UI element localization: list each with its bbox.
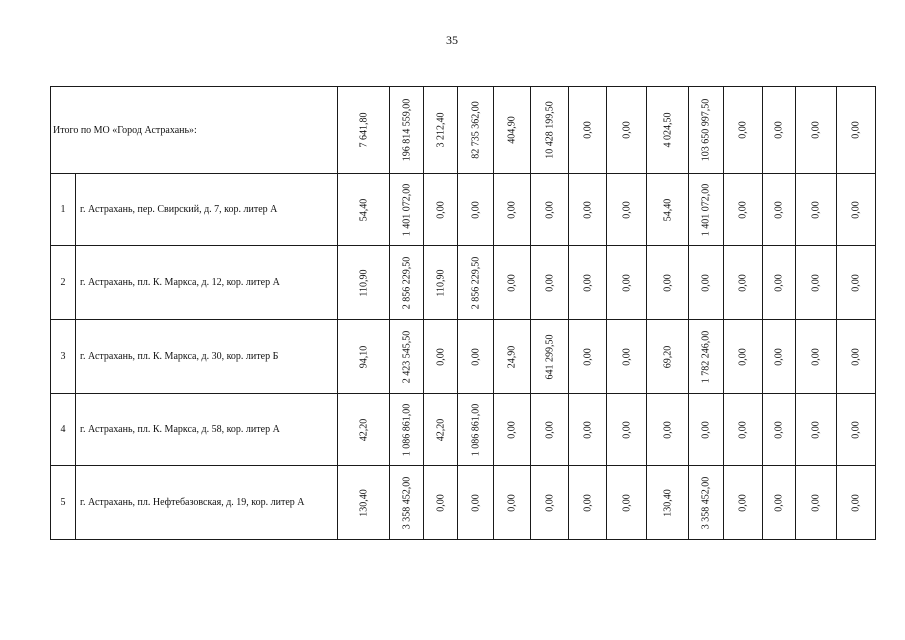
row-value: 0,00 bbox=[607, 320, 647, 394]
row-value: 0,00 bbox=[724, 174, 763, 246]
row-value: 0,00 bbox=[763, 174, 796, 246]
row-value: 2 856 229,50 bbox=[458, 246, 494, 320]
row-value: 0,00 bbox=[531, 246, 569, 320]
table-row bbox=[51, 320, 876, 394]
table-row bbox=[51, 394, 876, 466]
row-value: 24,90 bbox=[494, 320, 531, 394]
row-value: 0,00 bbox=[607, 246, 647, 320]
row-value: 0,00 bbox=[796, 394, 837, 466]
row-value: 0,00 bbox=[724, 394, 763, 466]
row-address: г. Астрахань, пл. К. Маркса, д. 12, кор. литер А bbox=[76, 246, 338, 320]
row-value: 0,00 bbox=[837, 174, 876, 246]
row-value: 0,00 bbox=[458, 174, 494, 246]
row-value: 0,00 bbox=[531, 466, 569, 540]
row-value: 0,00 bbox=[647, 246, 689, 320]
row-value: 0,00 bbox=[837, 466, 876, 540]
row-value: 1 401 072,00 bbox=[689, 174, 724, 246]
row-value: 641 299,50 bbox=[531, 320, 569, 394]
row-value: 54,40 bbox=[338, 174, 390, 246]
total-value: 0,00 bbox=[763, 87, 796, 174]
row-value: 0,00 bbox=[531, 174, 569, 246]
row-value: 0,00 bbox=[796, 174, 837, 246]
row-value: 0,00 bbox=[796, 320, 837, 394]
row-value: 130,40 bbox=[338, 466, 390, 540]
row-value: 1 782 246,00 bbox=[689, 320, 724, 394]
row-value: 3 358 452,00 bbox=[689, 466, 724, 540]
total-value: 10 428 199,50 bbox=[531, 87, 569, 174]
total-value: 7 641,80 bbox=[338, 87, 390, 174]
row-value: 0,00 bbox=[724, 466, 763, 540]
row-number: 4 bbox=[51, 394, 76, 466]
row-value: 0,00 bbox=[458, 466, 494, 540]
total-value: 404,90 bbox=[494, 87, 531, 174]
total-label: Итого по МО «Город Астрахань»: bbox=[51, 87, 338, 174]
total-value: 0,00 bbox=[837, 87, 876, 174]
row-value: 0,00 bbox=[796, 466, 837, 540]
total-value: 82 735 362,00 bbox=[458, 87, 494, 174]
row-value: 0,00 bbox=[569, 394, 607, 466]
row-value: 0,00 bbox=[647, 394, 689, 466]
row-value: 110,90 bbox=[338, 246, 390, 320]
row-value: 130,40 bbox=[647, 466, 689, 540]
row-value: 42,20 bbox=[338, 394, 390, 466]
row-value: 0,00 bbox=[531, 394, 569, 466]
row-value: 0,00 bbox=[763, 466, 796, 540]
row-value: 0,00 bbox=[837, 320, 876, 394]
table-row bbox=[51, 246, 876, 320]
row-address: г. Астрахань, пл. К. Маркса, д. 30, кор. литер Б bbox=[76, 320, 338, 394]
row-number: 1 bbox=[51, 174, 76, 246]
row-value: 69,20 bbox=[647, 320, 689, 394]
row-number: 2 bbox=[51, 246, 76, 320]
row-value: 42,20 bbox=[424, 394, 458, 466]
row-value: 0,00 bbox=[424, 174, 458, 246]
page-number: 35 bbox=[446, 33, 458, 47]
row-value: 0,00 bbox=[569, 246, 607, 320]
row-value: 0,00 bbox=[494, 394, 531, 466]
row-value: 1 086 861,00 bbox=[390, 394, 424, 466]
row-value: 0,00 bbox=[837, 246, 876, 320]
row-value: 0,00 bbox=[796, 246, 837, 320]
row-value: 0,00 bbox=[569, 320, 607, 394]
row-value: 0,00 bbox=[763, 320, 796, 394]
row-value: 1 086 861,00 bbox=[458, 394, 494, 466]
row-value: 0,00 bbox=[607, 174, 647, 246]
table-row bbox=[51, 174, 876, 246]
row-address: г. Астрахань, пл. К. Маркса, д. 58, кор. литер А bbox=[76, 394, 338, 466]
total-value: 103 650 997,50 bbox=[689, 87, 724, 174]
row-value: 0,00 bbox=[569, 174, 607, 246]
row-value: 0,00 bbox=[689, 394, 724, 466]
row-value: 2 423 545,50 bbox=[390, 320, 424, 394]
row-value: 1 401 072,00 bbox=[390, 174, 424, 246]
row-number: 3 bbox=[51, 320, 76, 394]
total-value: 0,00 bbox=[607, 87, 647, 174]
total-row bbox=[51, 87, 876, 174]
row-value: 0,00 bbox=[569, 466, 607, 540]
row-value: 110,90 bbox=[424, 246, 458, 320]
row-value: 0,00 bbox=[494, 246, 531, 320]
row-value: 2 856 229,50 bbox=[390, 246, 424, 320]
row-value: 0,00 bbox=[837, 394, 876, 466]
row-value: 0,00 bbox=[724, 246, 763, 320]
row-value: 0,00 bbox=[763, 394, 796, 466]
row-value: 0,00 bbox=[494, 174, 531, 246]
row-value: 0,00 bbox=[607, 394, 647, 466]
total-value: 0,00 bbox=[796, 87, 837, 174]
row-value: 0,00 bbox=[458, 320, 494, 394]
total-value: 4 024,50 bbox=[647, 87, 689, 174]
total-value: 3 212,40 bbox=[424, 87, 458, 174]
total-value: 0,00 bbox=[569, 87, 607, 174]
row-value: 3 358 452,00 bbox=[390, 466, 424, 540]
row-value: 0,00 bbox=[607, 466, 647, 540]
row-value: 0,00 bbox=[424, 320, 458, 394]
total-value: 0,00 bbox=[724, 87, 763, 174]
table-row bbox=[51, 466, 876, 540]
row-value: 0,00 bbox=[689, 246, 724, 320]
row-value: 0,00 bbox=[494, 466, 531, 540]
row-value: 0,00 bbox=[724, 320, 763, 394]
row-address: г. Астрахань, пл. Нефтебазовская, д. 19, кор. литер А bbox=[76, 466, 338, 540]
row-number: 5 bbox=[51, 466, 76, 540]
row-value: 94,10 bbox=[338, 320, 390, 394]
row-value: 0,00 bbox=[424, 466, 458, 540]
row-address: г. Астрахань, пер. Свирский, д. 7, кор. литер А bbox=[76, 174, 338, 246]
total-value: 196 814 559,00 bbox=[390, 87, 424, 174]
housing-register-table bbox=[50, 86, 876, 540]
row-value: 0,00 bbox=[763, 246, 796, 320]
row-value: 54,40 bbox=[647, 174, 689, 246]
